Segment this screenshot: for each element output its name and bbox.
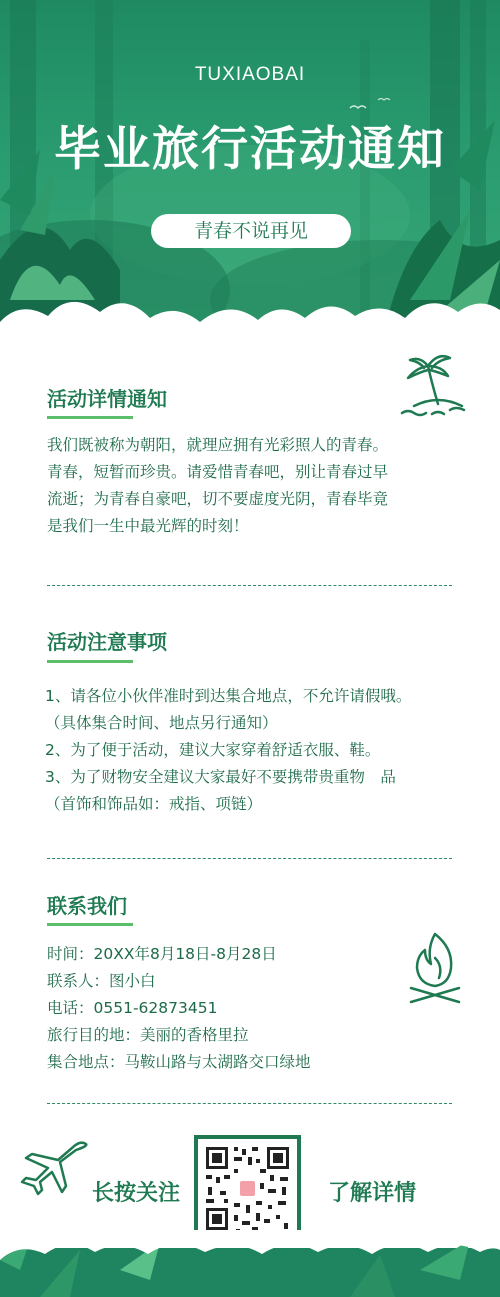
contact-info xyxy=(47,941,467,1076)
page-title: 毕业旅行活动通知 xyxy=(54,122,446,177)
contact-title-underline xyxy=(47,923,133,926)
details-paragraph xyxy=(47,432,467,540)
notes-line: 1、请各位小伙伴准时到达集合地点，不允许请假哦。 xyxy=(45,687,412,705)
follow-label: 长按关注 xyxy=(92,1181,181,1206)
notes-line: 2、为了便于活动，建议大家穿着舒适衣服、鞋。 xyxy=(45,741,381,759)
campfire-icon xyxy=(405,928,465,1006)
notes-title-underline xyxy=(47,660,133,663)
divider xyxy=(47,1103,452,1104)
contact-meeting-point: 集合地点：马鞍山路与太湖路交口绿地 xyxy=(47,1053,311,1071)
contact-destination: 旅行目的地：美丽的香格里拉 xyxy=(47,1026,249,1044)
learn-more-label: 了解详情 xyxy=(328,1181,417,1206)
divider xyxy=(47,585,452,586)
palm-island-icon xyxy=(398,350,470,422)
contact-phone: 电话：0551-62873451 xyxy=(47,999,218,1017)
details-line: 流逝；为青春自豪吧，切不要虚度光阴，青春毕竟 xyxy=(47,490,389,508)
qr-code-icon xyxy=(198,1139,297,1238)
bottom-foliage xyxy=(0,1230,500,1297)
brand-name: TUXIAOBAI xyxy=(194,64,306,85)
header-banner xyxy=(0,0,500,350)
divider xyxy=(47,858,452,859)
notes-section-title: 活动注意事项 xyxy=(47,630,167,654)
bottom-foliage-illustration xyxy=(0,1230,500,1297)
notes-line: （具体集合时间、地点另行通知） xyxy=(45,714,278,732)
notes-line: （首饰和饰品如：戒指、项链） xyxy=(45,795,263,813)
contact-time: 时间：20XX年8月18日-8月28日 xyxy=(47,945,277,963)
details-line: 青春，短暂而珍贵。请爱惜青春吧，别让青春过早 xyxy=(47,463,389,481)
contact-section-title: 联系我们 xyxy=(47,894,127,918)
details-line: 我们既被称为朝阳，就理应拥有光彩照人的青春。 xyxy=(47,436,389,454)
notes-line: 3、为了财物安全建议大家最好不要携带贵重物 品 xyxy=(45,768,396,786)
details-line: 是我们一生中最光辉的时刻！ xyxy=(47,517,249,535)
notes-list xyxy=(45,683,465,818)
subtitle-badge: 青春不说再见 xyxy=(151,214,351,248)
airplane-icon xyxy=(18,1138,92,1196)
details-section-title: 活动详情通知 xyxy=(47,387,167,411)
details-title-underline xyxy=(47,416,133,419)
contact-person: 联系人：图小白 xyxy=(47,972,156,990)
qr-code[interactable] xyxy=(194,1135,301,1242)
